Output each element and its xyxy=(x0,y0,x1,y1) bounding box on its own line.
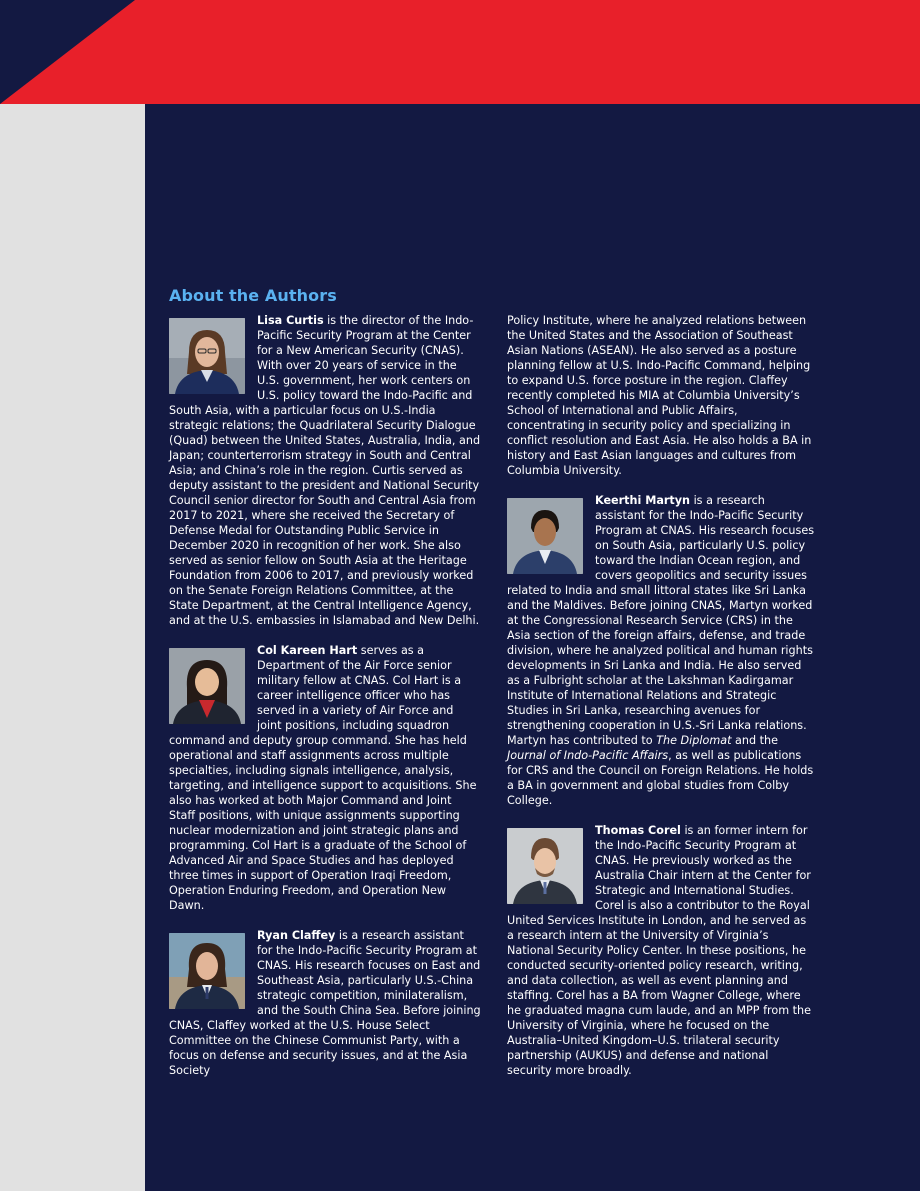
section-title: About the Authors xyxy=(169,286,337,305)
red-diagonal-band xyxy=(0,0,920,104)
author-photo-hart xyxy=(169,648,245,724)
red-band-shape xyxy=(0,0,920,104)
left-gray-margin xyxy=(0,104,145,1191)
author-name-hart: Col Kareen Hart xyxy=(257,644,358,657)
author-desc-curtis: is the director of the Indo-Pacific Security Program at the Center for a New American Security (CNAS). With over 20 years of service in the U.S. government, her work centers on U.S. policy toward the Indo-Pacific and South Asia, with a particular focus on U.S.-India strategic relations; the Quadrilateral Security Dialogue (Quad) between the United States, Australia, India, and Japan; counterterrorism strategy in South and Central Asia; and China’s role in the region. Curtis served as deputy assistant to the president and National Security Council senior director for South and Central Asia from 2017 to 2021, where she received the Secretary of Defense Medal for Outstanding Public Service in December 2020 in recognition of her work. She also served as senior fellow on South Asia at the Heritage Foundation from 2006 to 2017, and previously worked on the Senate Foreign Relations Committee, at the State Department, at the Central Intelligence Agency, and at the U.S. embassies in Islamabad and New Delhi. xyxy=(169,314,481,627)
author-name-claffey: Ryan Claffey xyxy=(257,929,336,942)
author-bio-martyn xyxy=(507,493,815,808)
author-desc-corel: is an former intern for the Indo-Pacific Security Program at CNAS. He previously worked as the Australia Chair intern at the Center for Strategic and International Studies. Corel is also a contributor to the Royal United Services Institute in London, and he served as a research intern at the University of Virginia’s National Security Policy Center. In these positions, he conducted security-oriented policy research, writing, and data collection, as well as event planning and staffing. Corel has a BA from Wagner College, where he graduated magna cum laude, and an MPP from the University of Virginia, where he focused on the Australia–United Kingdom–U.S. trilateral security partnership (AUKUS) and defense and national security more broadly. xyxy=(507,824,812,1077)
author-name-martyn: Keerthi Martyn xyxy=(595,494,691,507)
author-desc-claffey-continued: Policy Institute, where he analyzed relations between the United States and the Association of Southeast Asian Nations (ASEAN). He also served as a posture planning fellow at U.S. Indo-Pacific Command, helping to expand U.S. force posture in the region. Claffey recently completed his MIA at Columbia University’s School of International and Public Affairs, concentrating in security policy and specializing in conflict resolution and East Asia. He also holds a BA in history and East Asian languages and cultures from Columbia University. xyxy=(507,314,812,477)
author-name-corel: Thomas Corel xyxy=(595,824,681,837)
author-photo-curtis xyxy=(169,318,245,394)
author-photo-martyn xyxy=(507,498,583,574)
author-bio-corel xyxy=(507,823,815,1078)
author-name-curtis: Lisa Curtis xyxy=(257,314,324,327)
author-photo-claffey xyxy=(169,933,245,1009)
right-column xyxy=(507,313,815,1093)
left-column xyxy=(169,313,481,1093)
author-desc-martyn: is a research assistant for the Indo-Pacific Security Program at CNAS. His research focuses on South Asia, particularly U.S. policy toward the Indian Ocean region, and covers geopolitics and security issues related to India and small littoral states like Sri Lanka and the Maldives. Before joining CNAS, Martyn worked at the Congressional Research Service (CRS) in the Asia section of the foreign affairs, defense, and trade division, where he analyzed political and human rights developments in Sri Lanka and India. He also served as a Fulbright scholar at the Lakshman Kadirgamar Institute of International Relations and Strategic Studies in Sri Lanka, researching avenues for strengthening cooperation in U.S.-Sri Lanka relations. Martyn has contributed to The Diplomat and the Journal of Indo-Pacific Affairs, as well as publications for CRS and the Council on Foreign Relations. He holds a BA in government and global studies from Colby College. xyxy=(507,494,815,807)
author-bio-hart xyxy=(169,643,481,913)
author-desc-claffey: is a research assistant for the Indo-Pacific Security Program at CNAS. His research focuses on East and Southeast Asia, particularly U.S.-China strategic competition, minilateralism, and the South China Sea. Before joining CNAS, Claffey worked at the U.S. House Select Committee on the Chinese Communist Party, with a focus on defense and security issues, and at the Asia Society xyxy=(169,929,481,1077)
author-photo-corel xyxy=(507,828,583,904)
author-bio-claffey xyxy=(169,928,481,1078)
author-desc-hart: serves as a Department of the Air Force senior military fellow at CNAS. Col Hart is a career intelligence officer who has served in a variety of Air Force and joint positions, including squadron command and deputy group command. She has held operational and staff assignments across multiple specialties, including signals intelligence, analysis, targeting, and intelligence support to acquisitions. She also has worked at both Major Command and Joint Staff positions, with unique assignments supporting nuclear modernization and joint strategic plans and programming. Col Hart is a graduate of the School of Advanced Air and Space Studies and has deployed three times in support of Operation Iraqi Freedom, Operation Enduring Freedom, and Operation New Dawn. xyxy=(169,644,477,912)
author-bio-curtis xyxy=(169,313,481,628)
